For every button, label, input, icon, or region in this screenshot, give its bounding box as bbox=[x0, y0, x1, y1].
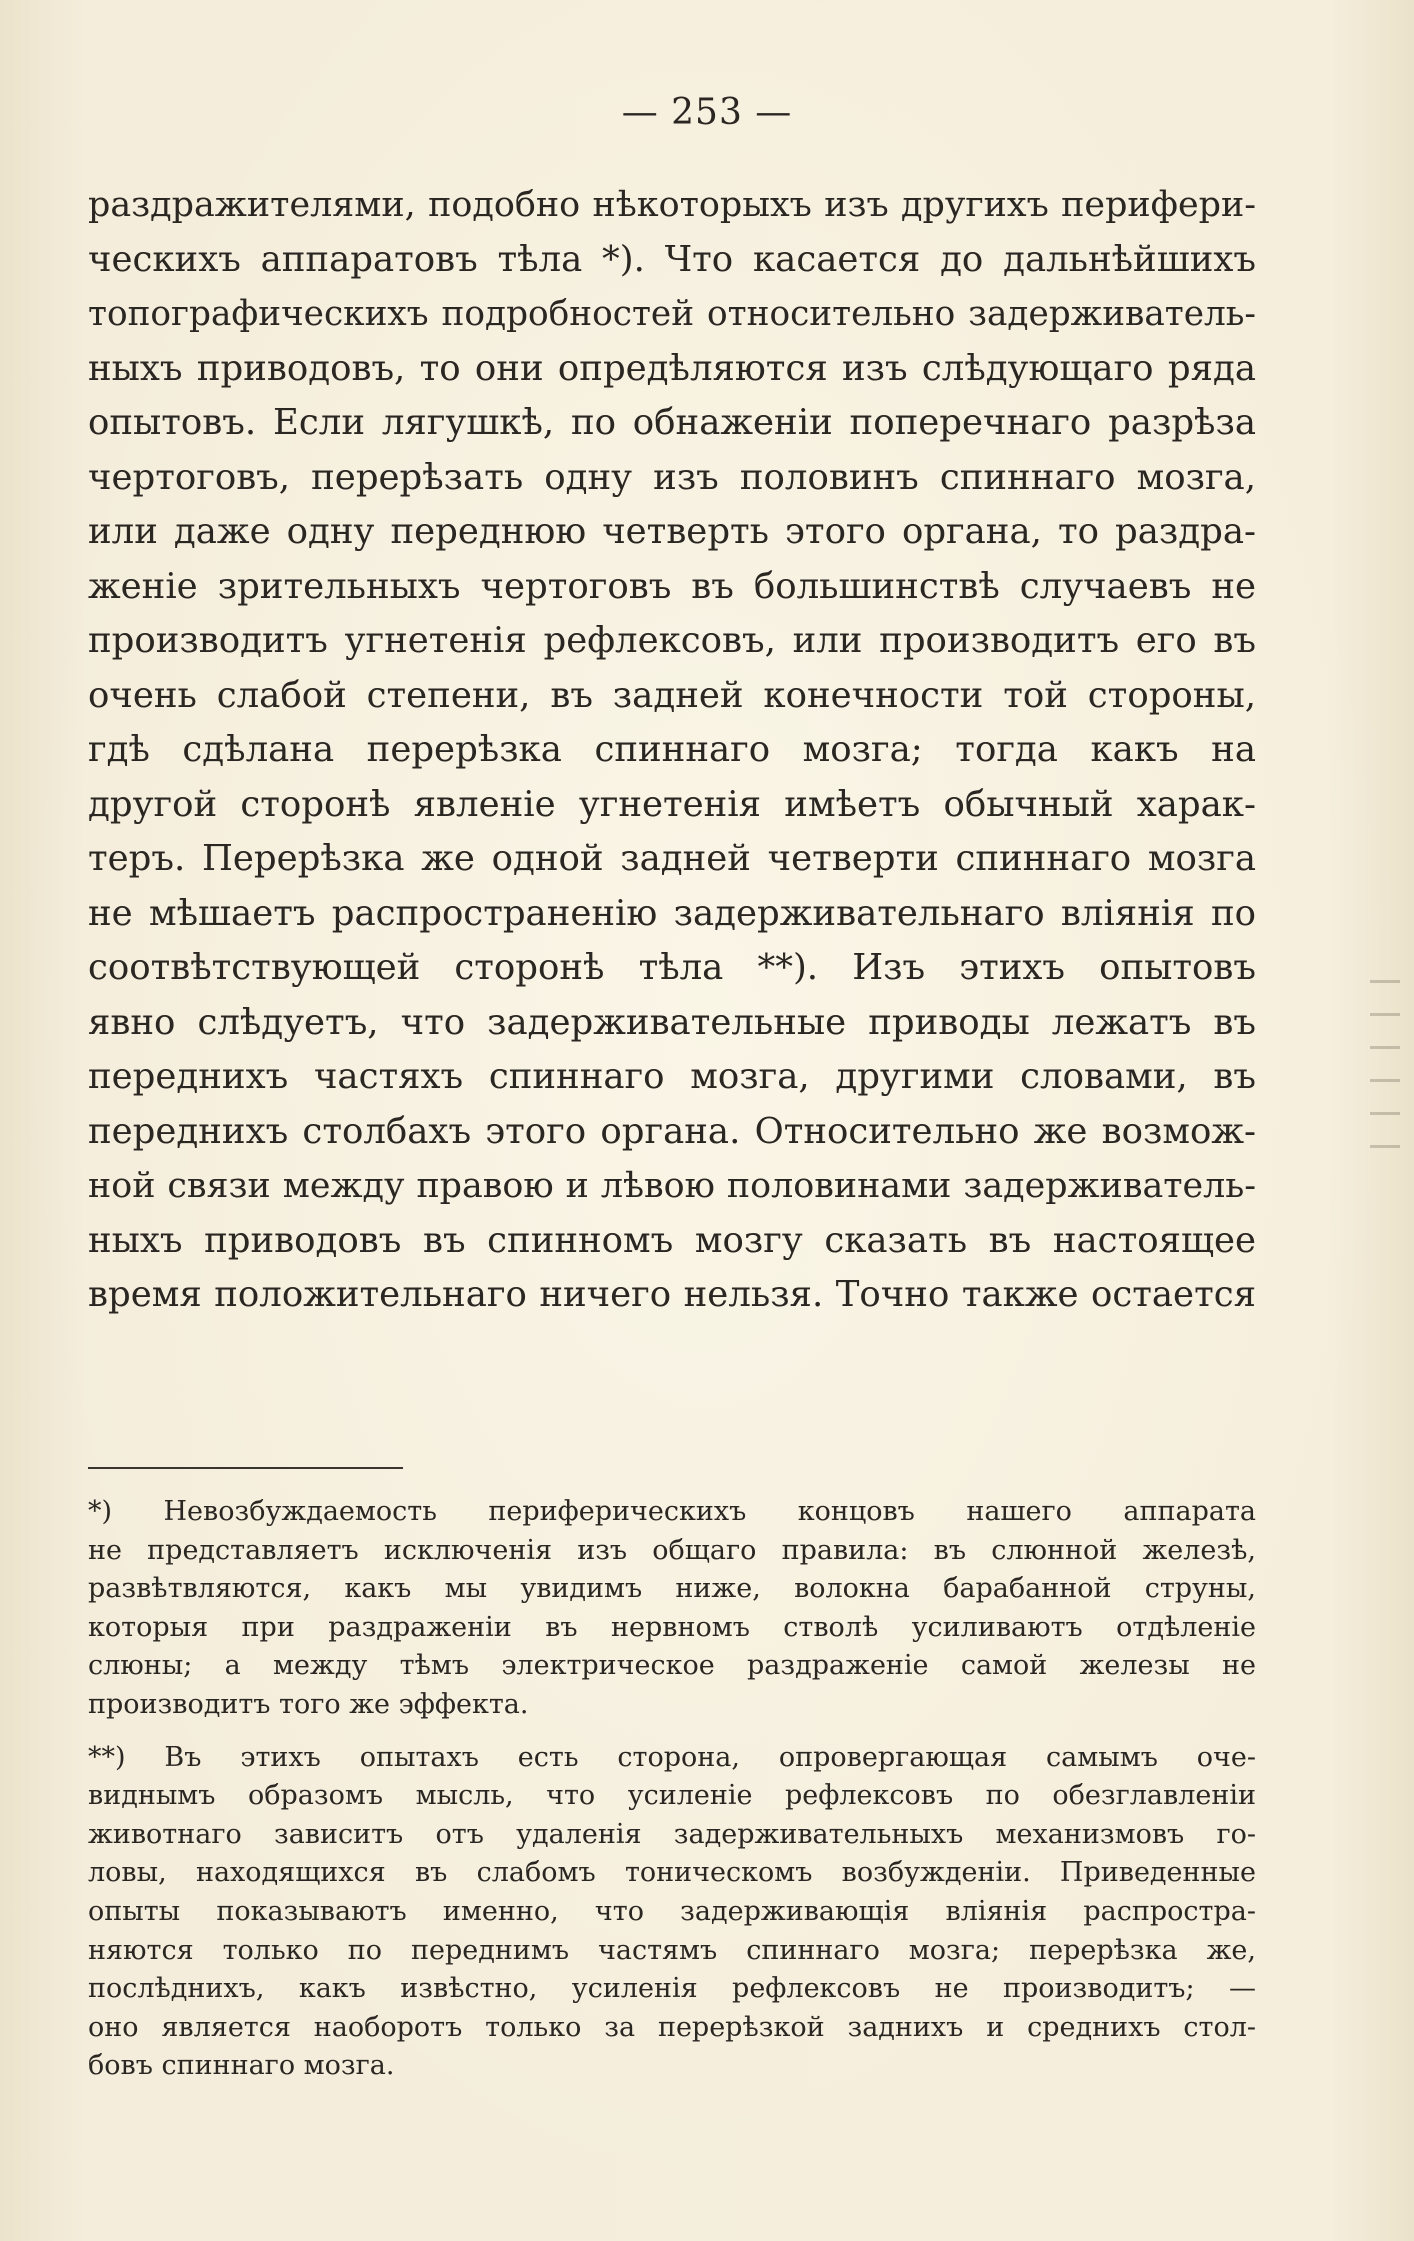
text-line: ной связи между правою и лѣвою половинами задерживатель- bbox=[88, 1166, 1256, 1206]
text-line: или даже одну переднюю четверть этого органа, то раздра- bbox=[88, 511, 1256, 552]
text-line: чертоговъ, перерѣзать одну изъ половинъ спиннаго мозга, bbox=[88, 456, 1256, 498]
footnote-line: животнаго зависитъ отъ удаленія задерживательныхъ механизмовъ го- bbox=[88, 1818, 1256, 1850]
text-line: производитъ угнетенія рефлексовъ, или производитъ его въ bbox=[88, 620, 1256, 661]
text-line: ныхъ приводовъ въ спинномъ мозгу сказать въ настоящее bbox=[88, 1219, 1256, 1261]
footnote-line: няются только по переднимъ частямъ спиннаго мозга; перерѣзка же, bbox=[88, 1934, 1256, 1966]
footnote-line: опыты показываютъ именно, что задерживающія вліянія распростра- bbox=[88, 1895, 1256, 1927]
text-line: время положительнаго ничего нельзя. Точно также остается bbox=[88, 1274, 1256, 1315]
text-line: топографическихъ подробностей относительно задерживатель- bbox=[88, 294, 1256, 334]
text-line: соотвѣтствующей сторонѣ тѣла **). Изъ этихъ опытовъ bbox=[88, 947, 1256, 988]
text-line: гдѣ сдѣлана перерѣзка спиннаго мозга; тогда какъ на bbox=[88, 729, 1256, 770]
footnote-line: **) Въ этихъ опытахъ есть сторона, опровергающая самымъ оче- bbox=[88, 1741, 1256, 1773]
footnote-line: слюны; а между тѣмъ электрическое раздраженіе самой железы не bbox=[88, 1650, 1256, 1682]
text-line: теръ. Перерѣзка же одной задней четверти спиннаго мозга bbox=[88, 838, 1256, 879]
text-line: не мѣшаетъ распространенію задерживательнаго вліянія по bbox=[88, 892, 1256, 934]
footnote-line: ловы, находящихся въ слабомъ тоническомъ возбужденіи. Приведенные bbox=[88, 1857, 1256, 1889]
text-line: ныхъ приводовъ, то они опредѣляются изъ слѣдующаго ряда bbox=[88, 347, 1256, 389]
bleed-through-marks bbox=[1370, 980, 1410, 1220]
page-number: — 253 — bbox=[621, 92, 793, 133]
footnote-divider bbox=[88, 1467, 403, 1469]
text-line: раздражителями, подобно нѣкоторыхъ изъ другихъ перифери- bbox=[88, 185, 1256, 225]
footnote-line: которыя при раздраженіи въ нервномъ стволѣ усиливаютъ отдѣленіе bbox=[88, 1611, 1256, 1643]
footnote-line: бовъ спиннаго мозга. bbox=[88, 2050, 395, 2082]
footnote-1 bbox=[88, 1493, 1256, 1725]
footnote-line: виднымъ образомъ мысль, что усиленіе рефлексовъ по обезглавленіи bbox=[88, 1780, 1256, 1812]
text-line: переднихъ частяхъ спиннаго мозга, другими словами, въ bbox=[88, 1056, 1256, 1097]
text-line: другой сторонѣ явленіе угнетенія имѣетъ обычный харак- bbox=[88, 783, 1256, 825]
footnote-line: развѣтвляются, какъ мы увидимъ ниже, волокна барабанной струны, bbox=[88, 1573, 1256, 1605]
footnotes bbox=[88, 1493, 1256, 2086]
text-line: женіе зрительныхъ чертоговъ въ большинствѣ случаевъ не bbox=[88, 565, 1256, 607]
text-line: очень слабой степени, въ задней конечности той стороны, bbox=[88, 674, 1256, 716]
text-line: ческихъ аппаратовъ тѣла *). Что касается до дальнѣйшихъ bbox=[88, 238, 1256, 280]
footnote-line: послѣднихъ, какъ извѣстно, усиленія рефлексовъ не производитъ; — bbox=[88, 1973, 1256, 2005]
footnote-2 bbox=[88, 1739, 1256, 2086]
footnote-line: оно является наоборотъ только за перерѣзкой заднихъ и среднихъ стол- bbox=[88, 2011, 1256, 2043]
text-line: явно слѣдуетъ, что задерживательные приводы лежатъ въ bbox=[88, 1001, 1256, 1043]
main-text bbox=[88, 178, 1256, 1323]
footnote-line: производитъ того же эффекта. bbox=[88, 1688, 529, 1720]
footnote-line: *) Невозбуждаемость периферическихъ концовъ нашего аппарата bbox=[88, 1496, 1256, 1527]
footnote-line: не представляетъ исключенія изъ общаго правила: въ слюнной железѣ, bbox=[88, 1534, 1256, 1566]
text-line: переднихъ столбахъ этого органа. Относительно же возмож- bbox=[88, 1110, 1256, 1152]
text-line: опытовъ. Если лягушкѣ, по обнаженіи поперечнаго разрѣза bbox=[88, 402, 1256, 443]
